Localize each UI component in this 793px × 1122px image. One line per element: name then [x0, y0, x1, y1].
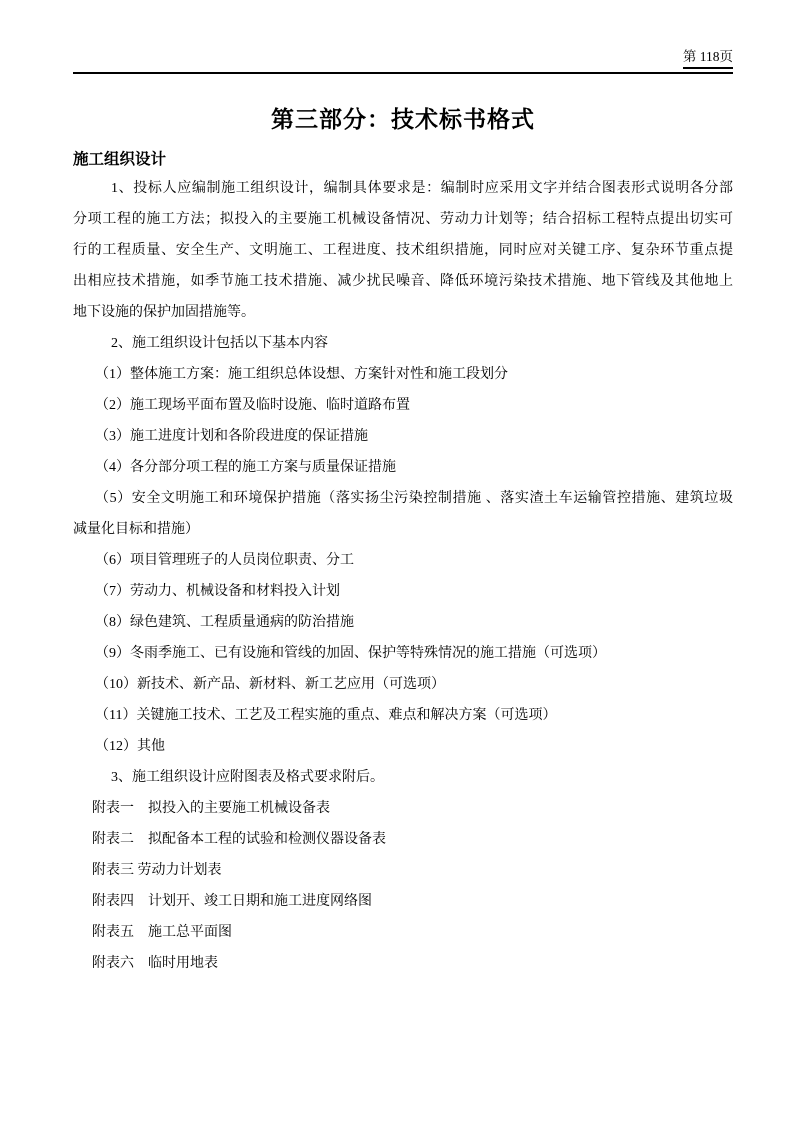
list-item-5	[73, 483, 733, 545]
list-item-text: （5）安全文明施工和环境保护措施（落实扬尘污染控制措施 、落实渣土车运输管控措施、建筑垃圾	[95, 491, 733, 506]
list-item-6	[73, 545, 733, 576]
list-item-text: （3）施工进度计划和各阶段进度的保证措施	[95, 429, 368, 444]
section-heading: 施工组织设计	[73, 151, 167, 168]
list-item-text: （2）施工现场平面布置及临时设施、临时道路布置	[95, 398, 410, 413]
annex-item: 附表六 临时用地表	[92, 956, 218, 971]
list-item-8	[73, 607, 733, 638]
list-item-4	[73, 452, 733, 483]
list-item-text: （1）整体施工方案：施工组织总体设想、方案针对性和施工段划分	[95, 367, 508, 382]
document-title: 第三部分：技术标书格式	[271, 107, 535, 132]
page-header	[73, 47, 733, 74]
paragraph-line: 行的工程质量、安全生产、文明施工、工程进度、技术组织措施，同时应对关键工序、复杂环节重点提	[73, 243, 733, 258]
list-item-7	[73, 576, 733, 607]
paragraph-line: 出相应技术措施，如季节施工技术措施、减少扰民噪音、降低环境污染技术措施、地下管线及其他地上	[73, 274, 733, 289]
list-item-11	[73, 700, 733, 731]
list-item-text: （11）关键施工技术、工艺及工程实施的重点、难点和解决方案（可选项）	[95, 708, 557, 723]
paragraph-line: 分项工程的施工方法；拟投入的主要施工机械设备情况、劳动力计划等；结合招标工程特点提出切实可	[73, 212, 733, 227]
list-item-1	[73, 359, 733, 390]
list-item-9	[73, 638, 733, 669]
list-item-text: （4）各分部分项工程的施工方案与质量保证措施	[95, 460, 396, 475]
annex-item: 附表三 劳动力计划表	[92, 863, 222, 878]
list-item-text: 减量化目标和措施）	[73, 522, 199, 537]
list-item-text: （10）新技术、新产品、新材料、新工艺应用（可选项）	[95, 677, 445, 692]
list-item-text: （7）劳动力、机械设备和材料投入计划	[95, 584, 340, 599]
list-item-3	[73, 421, 733, 452]
list-item-text: （9）冬雨季施工、已有设施和管线的加固、保护等特殊情况的施工措施（可选项）	[95, 646, 606, 661]
paragraph-3	[73, 762, 733, 793]
list-item-text: （12）其他	[95, 739, 165, 754]
document-body	[73, 173, 733, 979]
list-item-2	[73, 390, 733, 421]
paragraph-1	[73, 173, 733, 328]
paragraph-2	[73, 328, 733, 359]
annex-list	[73, 793, 733, 979]
paragraph-line: 地下设施的保护加固措施等。	[73, 305, 255, 320]
list-item-text: （8）绿色建筑、工程质量通病的防治措施	[95, 615, 354, 630]
page-number: 第 118页	[683, 47, 733, 69]
annex-item: 附表四 计划开、竣工日期和施工进度网络图	[92, 894, 372, 909]
annex-item: 附表一 拟投入的主要施工机械设备表	[92, 801, 330, 816]
annex-item: 附表五 施工总平面图	[92, 925, 232, 940]
paragraph-line: 1、投标人应编制施工组织设计，编制具体要求是：编制时应采用文字并结合图表形式说明各分部	[111, 181, 733, 196]
paragraph-line: 2、施工组织设计包括以下基本内容	[111, 336, 328, 351]
paragraph-line: 3、施工组织设计应附图表及格式要求附后。	[111, 770, 384, 785]
list-item-text: （6）项目管理班子的人员岗位职责、分工	[95, 553, 354, 568]
list-item-12	[73, 731, 733, 762]
list-item-10	[73, 669, 733, 700]
annex-item: 附表二 拟配备本工程的试验和检测仪器设备表	[92, 832, 386, 847]
